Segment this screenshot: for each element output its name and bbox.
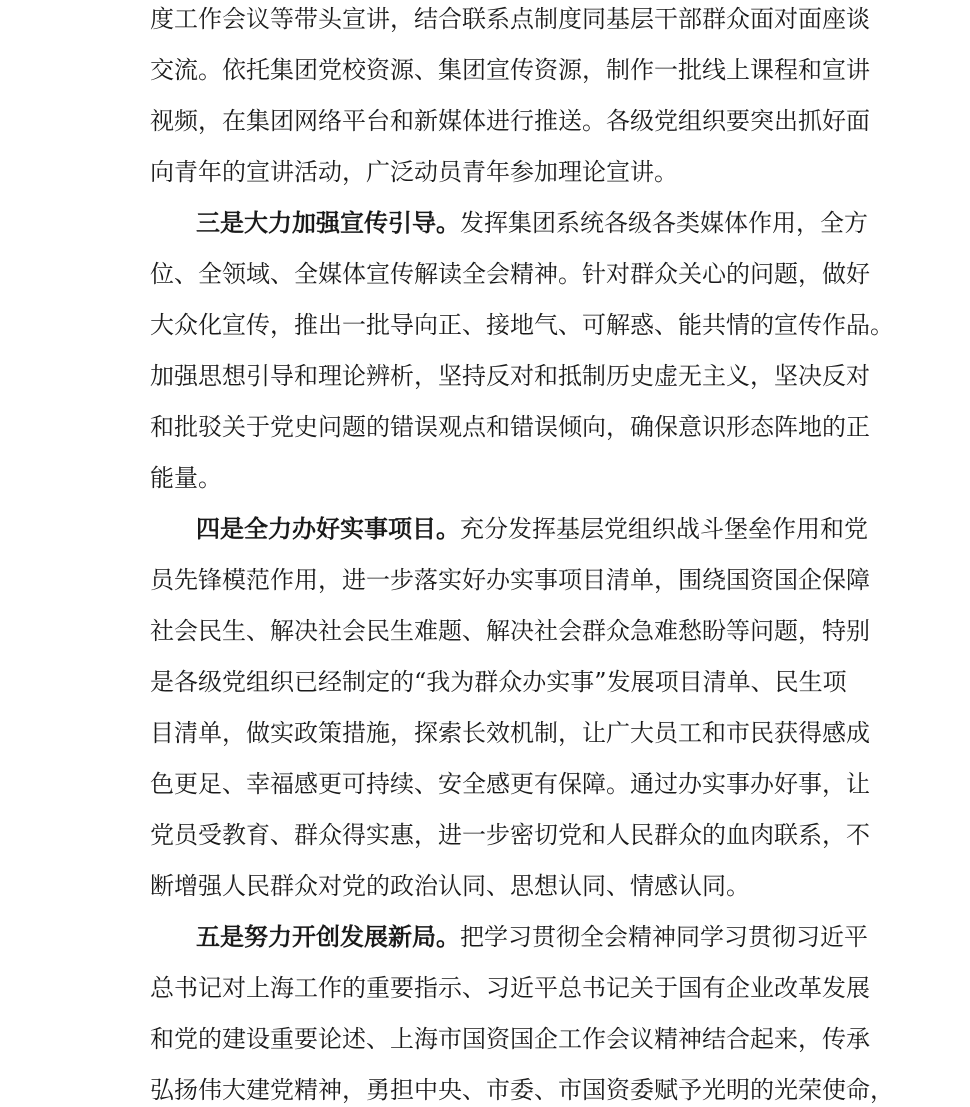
- text-line: 弘 扬 伟 大 建 党 精 神 ， 勇 担 中 央 、 市 委 、 市 国 资 委 赋 予 光 明 的 光 荣 使 命 ，: [150, 1076, 894, 1104]
- text-line: 大 众 化 宣 传 ， 推 出 一 批 导 向 正 、 接 地 气 、 可 解 惑 、 能 共 情 的 宣 传 作 品 。: [150, 311, 894, 339]
- text-line: 员 先 锋 模 范 作 用 ， 进 一 步 落 实 好 办 实 事 项 目 清 单 ， 围 绕 国 资 国 企 保 障: [150, 566, 870, 594]
- text-line: 度 工 作 会 议 等 带 头 宣 讲 ， 结 合 联 系 点 制 度 同 基 层 干 部 群 众 面 对 面 座 谈: [150, 5, 870, 33]
- text-line: 和 批 驳 关 于 党 史 问 题 的 错 误 观 点 和 错 误 倾 向 ， 确 保 意 识 形 态 阵 地 的 正: [150, 413, 870, 441]
- text-line: 五 是 努 力 开 创 发 展 新 局 。 把 学 习 贯 彻 全 会 精 神 同 学 习 贯 彻 习 近 平: [196, 922, 868, 951]
- text-line: 视 频 ， 在 集 团 网 络 平 台 和 新 媒 体 进 行 推 送 。 各 级 党 组 织 要 突 出 抓 好 面: [150, 107, 870, 135]
- text-line: 和 党 的 建 设 重 要 论 述 、 上 海 市 国 资 国 企 工 作 会 议 精 神 结 合 起 来 ， 传 承: [150, 1025, 870, 1053]
- text-line: 交 流 。 依 托 集 团 党 校 资 源 、 集 团 宣 传 资 源 ， 制 作 一 批 线 上 课 程 和 宣 讲: [150, 56, 870, 84]
- text-line: 向 青 年 的 宣 讲 活 动 ， 广 泛 动 员 青 年 参 加 理 论 宣 讲 。: [150, 158, 678, 186]
- text-line: 是 各 级 党 组 织 已 经 制 定 的 “ 我 为 群 众 办 实 事 ” 发 展 项 目 清 单 、 民 生 项: [150, 668, 847, 696]
- text-line: 目 清 单 ， 做 实 政 策 措 施 ， 探 索 长 效 机 制 ， 让 广 大 员 工 和 市 民 获 得 感 成: [150, 719, 870, 747]
- text-line: 党 员 受 教 育 、 群 众 得 实 惠 ， 进 一 步 密 切 党 和 人 民 群 众 的 血 肉 联 系 ， 不: [150, 821, 870, 849]
- text-line: 色 更 足 、 幸 福 感 更 可 持 续 、 安 全 感 更 有 保 障 。 通 过 办 实 事 办 好 事 ， 让: [150, 770, 870, 798]
- text-line: 能 量 。: [150, 464, 222, 492]
- text-line: 断 增 强 人 民 群 众 对 党 的 政 治 认 同 、 思 想 认 同 、 情 感 认 同 。: [150, 872, 750, 900]
- text-line: 位 、 全 领 域 、 全 媒 体 宣 传 解 读 全 会 精 神 。 针 对 群 众 关 心 的 问 题 ， 做 好: [150, 260, 870, 288]
- text-line: 总 书 记 对 上 海 工 作 的 重 要 指 示 、 习 近 平 总 书 记 关 于 国 有 企 业 改 革 发 展: [150, 974, 870, 1002]
- text-line: 加 强 思 想 引 导 和 理 论 辨 析 ， 坚 持 反 对 和 抵 制 历 史 虚 无 主 义 ， 坚 决 反 对: [150, 362, 870, 390]
- text-line: 社 会 民 生 、 解 决 社 会 民 生 难 题 、 解 决 社 会 群 众 急 难 愁 盼 等 问 题 ， 特 别: [150, 617, 870, 645]
- text-line: 四 是 全 力 办 好 实 事 项 目 。 充 分 发 挥 基 层 党 组 织 战 斗 堡 垒 作 用 和 党: [196, 514, 868, 543]
- text-line: 三 是 大 力 加 强 宣 传 引 导 。 发 挥 集 团 系 统 各 级 各 类 媒 体 作 用 ， 全 方: [196, 208, 868, 237]
